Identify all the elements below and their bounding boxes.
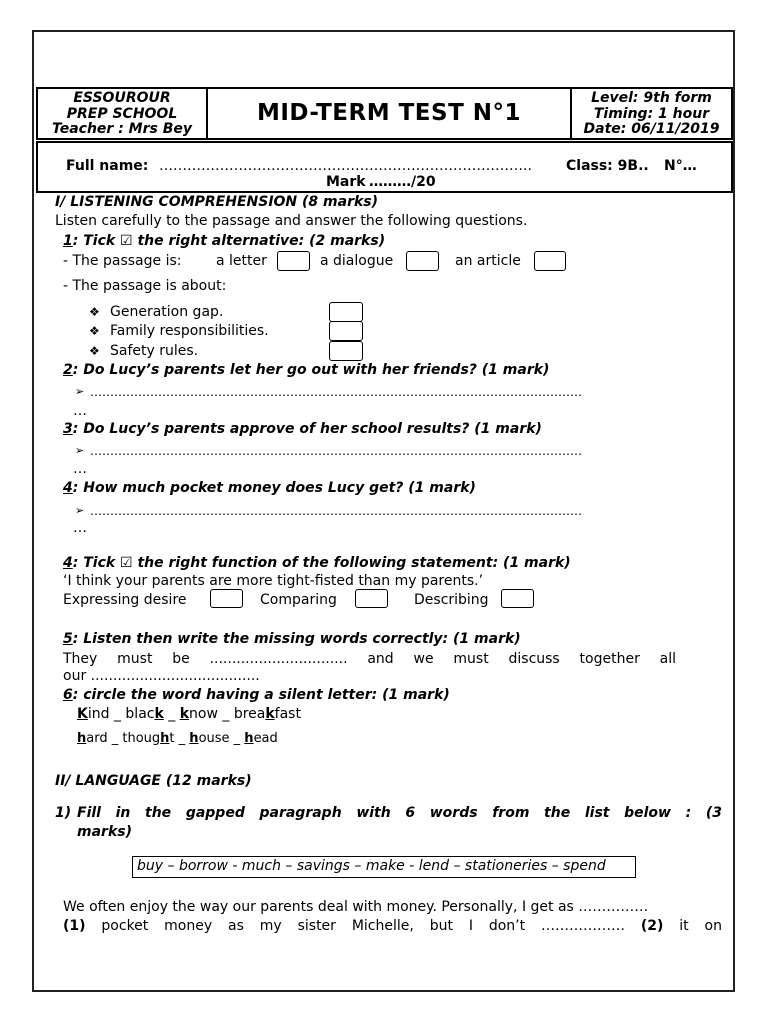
word: we (413, 651, 434, 667)
question-number: 6 (63, 687, 73, 703)
word-option[interactable] (244, 731, 277, 746)
function-option-describing-checkbox[interactable] (501, 589, 534, 608)
underlined-letter: h (160, 731, 170, 746)
question-1-heading (63, 233, 385, 250)
word-rest: blac (125, 706, 155, 722)
word-rest: fast (274, 706, 301, 722)
passage-is-label: - The passage is: (63, 253, 182, 269)
function-option-comparing-checkbox[interactable] (355, 589, 388, 608)
word-option[interactable] (77, 731, 108, 746)
word: from (492, 805, 530, 821)
word-rest: brea (233, 706, 266, 722)
word: discuss (508, 651, 560, 667)
diamond-bullet-icon: ❖ (89, 324, 100, 338)
full-name-field[interactable]: …………………………………………………………………….. (159, 158, 532, 174)
question-number: 4 (63, 480, 73, 496)
missing-words-line-1 (63, 651, 676, 668)
question-text: : Tick ☑ the right alternative: (2 marks) (72, 233, 386, 249)
underlined-letter: k (154, 706, 164, 722)
test-title-cell (206, 87, 572, 140)
function-option-comparing-label: Comparing (260, 592, 337, 608)
paragraph-line-1: We often enjoy the way our parents deal with money. Personally, I get as …………… (63, 899, 649, 915)
level-info: Level: 9th form (591, 90, 712, 106)
question-2-heading (63, 362, 549, 379)
gap-number: (2) (640, 918, 664, 934)
option-dialogue-label: a dialogue (320, 253, 394, 269)
arrow-bullet-icon: ➢ (75, 504, 85, 517)
diamond-bullet-icon: ❖ (89, 344, 100, 358)
word: sister (297, 918, 336, 934)
question-function-heading (63, 555, 571, 572)
word-option[interactable] (125, 706, 163, 722)
word: money (164, 918, 213, 934)
silent-letter-row-2 (77, 730, 278, 747)
separator: _ (217, 706, 234, 722)
question-text: : How much pocket money does Lucy get? (1 mark) (72, 480, 476, 496)
word: in (115, 805, 131, 821)
word-list: buy – borrow - much – savings – make - lend – stationeries – spend (137, 858, 606, 874)
word: but (429, 918, 453, 934)
underlined-letter: k (265, 706, 275, 722)
test-details-cell (570, 87, 733, 140)
topic-option-2: Family responsibilities. (110, 323, 269, 339)
underlined-letter: h (77, 731, 87, 746)
word: on (704, 918, 722, 934)
question-silent-letter-heading (63, 687, 450, 704)
separator: _ (229, 731, 245, 746)
question-missing-words-heading (63, 631, 521, 648)
task-1-instruction-line-2: marks) (77, 824, 132, 840)
word-rest: ouse (198, 731, 230, 746)
diamond-bullet-icon: ❖ (89, 305, 100, 319)
question-number: 5 (63, 631, 73, 647)
topic-option-3: Safety rules. (110, 343, 199, 359)
separator: _ (107, 731, 123, 746)
section-listening-heading: I/ LISTENING COMPREHENSION (8 marks) (55, 194, 379, 210)
underlined-letter: k (179, 706, 190, 722)
number-label: N°… (664, 158, 697, 174)
gap-number: (1) (63, 918, 86, 934)
word-rest: now (189, 706, 218, 722)
word: Michelle, (351, 918, 414, 934)
word: be (172, 651, 190, 667)
question-text: : Do Lucy’s parents let her go out with her friends? (1 mark) (72, 362, 550, 378)
word-rest: ind (87, 706, 110, 722)
word: it (679, 918, 689, 934)
school-name-line1: ESSOUROUR (73, 90, 171, 106)
option-article-checkbox[interactable] (534, 251, 566, 271)
word: with (356, 805, 391, 821)
answer-3-line[interactable]: …………………………………………………………………………………………………………… (90, 444, 582, 458)
question-number: 2 (63, 362, 73, 378)
date-info: Date: 06/11/2019 (583, 121, 720, 137)
gap-2-blank[interactable]: ……………… (540, 918, 625, 934)
word: don’t (488, 918, 526, 934)
answer-2-line[interactable]: …………………………………………………………………………………………………………… (90, 385, 582, 399)
listening-instruction: Listen carefully to the passage and answer the following questions. (55, 213, 528, 229)
word: as (228, 918, 244, 934)
school-info-cell (36, 87, 208, 140)
answer-4-continuation: … (73, 520, 87, 536)
word-option[interactable] (77, 706, 110, 722)
word: words (429, 805, 478, 821)
option-letter-label: a letter (216, 253, 267, 269)
arrow-bullet-icon: ➢ (75, 385, 85, 398)
school-name-line2: PREP SCHOOL (66, 105, 178, 122)
word: must (453, 651, 489, 667)
word: pocket (101, 918, 149, 934)
separator: _ (109, 706, 126, 722)
word: gapped (185, 805, 245, 821)
passage-about-label: - The passage is about: (63, 278, 227, 294)
question-number: 1 (63, 233, 73, 249)
word: paragraph (259, 805, 342, 821)
word: I (468, 918, 473, 934)
question-text: : Listen then write the missing words correctly: (1 mark) (72, 631, 521, 647)
function-option-desire-checkbox[interactable] (210, 589, 243, 608)
option-dialogue-checkbox[interactable] (406, 251, 439, 271)
underlined-letter: h (244, 731, 254, 746)
paragraph-line-2 (63, 918, 722, 935)
function-option-describing-label: Describing (414, 592, 489, 608)
word-option[interactable] (180, 706, 218, 722)
word: Fill (77, 805, 101, 821)
word-rest: t (169, 731, 175, 746)
arrow-bullet-icon: ➢ (75, 444, 85, 457)
mark-value: ………/20 (369, 174, 436, 190)
word-rest: thoug (122, 731, 161, 746)
teacher-name: Teacher : Mrs Bey (51, 121, 193, 137)
answer-4-line[interactable]: …………………………………………………………………………………………………………… (90, 504, 582, 518)
question-text-c: : c (72, 687, 92, 703)
separator: _ (163, 706, 180, 722)
silent-letter-row-1 (77, 706, 301, 723)
missing-word-2-blank[interactable]: our ...................................... (63, 668, 260, 684)
question-number: 4 (63, 555, 73, 571)
function-statement-quote: ‘I think your parents are more tight-fisted than my parents.’ (63, 573, 484, 589)
word: (3 (705, 805, 723, 821)
topic-option-3-checkbox[interactable] (329, 341, 363, 361)
timing-info: Timing: 1 hour (593, 105, 710, 122)
topic-option-1-checkbox[interactable] (329, 302, 363, 322)
underlined-letter: h (189, 731, 199, 746)
missing-word-1-blank[interactable]: ............................... (209, 651, 348, 667)
word-option[interactable] (122, 731, 174, 746)
word: : (685, 805, 692, 821)
word-option[interactable] (234, 706, 301, 722)
word: below (624, 805, 671, 821)
word: and (367, 651, 394, 667)
answer-3-continuation: … (73, 461, 87, 477)
separator: _ (174, 731, 190, 746)
question-text: ircle the word having a silent letter: (1 mark) (91, 687, 450, 703)
word: together (579, 651, 640, 667)
word: They (63, 651, 98, 667)
option-letter-checkbox[interactable] (277, 251, 310, 271)
word: 6 (405, 805, 416, 821)
underlined-letter: K (77, 706, 88, 722)
option-article-label: an article (455, 253, 521, 269)
word: all (659, 651, 677, 667)
question-4-heading (63, 480, 476, 497)
topic-option-2-checkbox[interactable] (329, 321, 363, 341)
test-title: MID-TERM TEST N°1 (256, 100, 522, 126)
word: must (117, 651, 153, 667)
mark-label: Mark (326, 174, 366, 190)
word: my (259, 918, 282, 934)
class-label: Class: 9B.. (566, 158, 649, 174)
answer-2-continuation: … (73, 403, 87, 419)
word-rest: ead (253, 731, 278, 746)
topic-option-1: Generation gap. (110, 304, 224, 320)
question-text: : Tick ☑ the right function of the following statement: (1 mark) (72, 555, 571, 571)
section-language-heading: II/ LANGUAGE (12 marks) (55, 773, 252, 789)
word: the (544, 805, 571, 821)
task-1-number: 1) (55, 805, 72, 821)
word-rest: ard (86, 731, 108, 746)
word: list (584, 805, 610, 821)
function-option-desire-label: Expressing desire (63, 592, 187, 608)
question-number: 3 (63, 421, 73, 437)
word-option[interactable] (189, 731, 229, 746)
question-3-heading (63, 421, 542, 438)
word: the (145, 805, 172, 821)
question-text: : Do Lucy’s parents approve of her school results? (1 mark) (72, 421, 542, 437)
task-1-instruction-line-1 (77, 805, 722, 822)
full-name-label: Full name: (66, 158, 149, 174)
